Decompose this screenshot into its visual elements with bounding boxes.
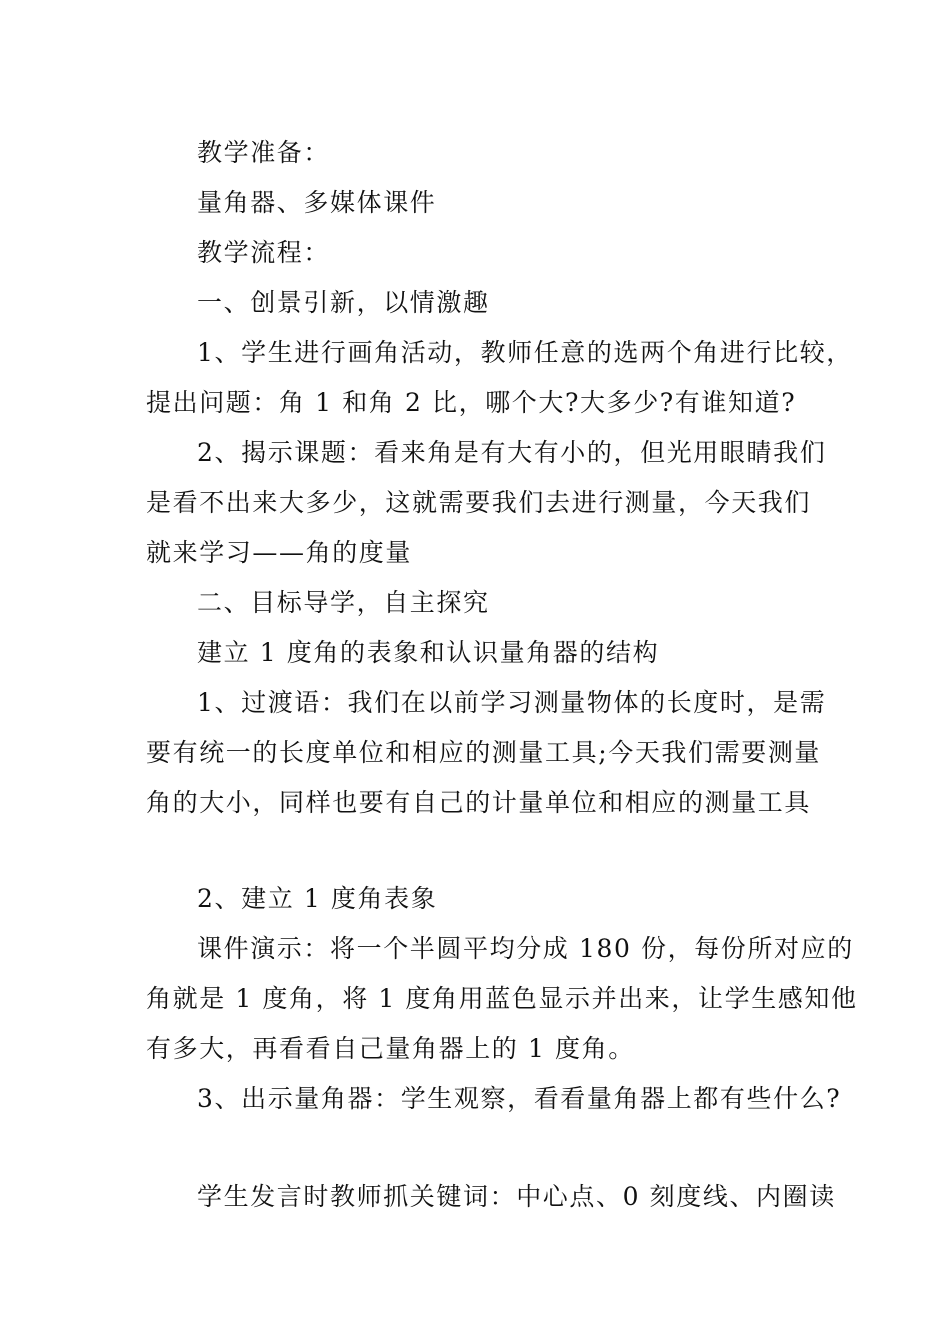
- text-line: 2、建立 1 度角表象: [197, 884, 438, 913]
- text-line: 2、揭示课题：看来角是有大有小的，但光用眼睛我们: [197, 438, 827, 467]
- text-line: 1、学生进行画角活动，教师任意的选两个角进行比较，: [197, 338, 853, 367]
- text-line: 教学流程：: [197, 238, 331, 267]
- text-line: 量角器、多媒体课件: [197, 188, 437, 217]
- text-line: 3、出示量角器：学生观察，看看量角器上都有些什么?: [197, 1084, 842, 1113]
- text-line: 提出问题：角 1 和角 2 比，哪个大?大多少?有谁知道?: [146, 388, 797, 417]
- section-heading: 一、创景引新，以情激趣: [197, 288, 490, 317]
- text-line: 学生发言时教师抓关键词：中心点、0 刻度线、内圈读: [197, 1182, 836, 1211]
- section-heading: 二、目标导学，自主探究: [197, 588, 490, 617]
- text-line: 有多大，再看看自己量角器上的 1 度角。: [146, 1034, 635, 1063]
- text-line: 1、过渡语：我们在以前学习测量物体的长度时，是需: [197, 688, 827, 717]
- text-line: 教学准备：: [197, 138, 331, 167]
- text-line: 角的大小，同样也要有自己的计量单位和相应的测量工具: [146, 788, 812, 817]
- text-line: 角就是 1 度角，将 1 度角用蓝色显示并出来，让学生感知他: [146, 984, 858, 1013]
- text-line: 建立 1 度角的表象和认识量角器的结构: [197, 638, 660, 667]
- text-line: 是看不出来大多少，这就需要我们去进行测量，今天我们: [146, 488, 812, 517]
- text-line: 课件演示：将一个半圆平均分成 180 份，每份所对应的: [197, 934, 854, 963]
- text-line: 就来学习——角的度量: [146, 538, 413, 567]
- text-line: 要有统一的长度单位和相应的测量工具;今天我们需要测量: [146, 738, 822, 767]
